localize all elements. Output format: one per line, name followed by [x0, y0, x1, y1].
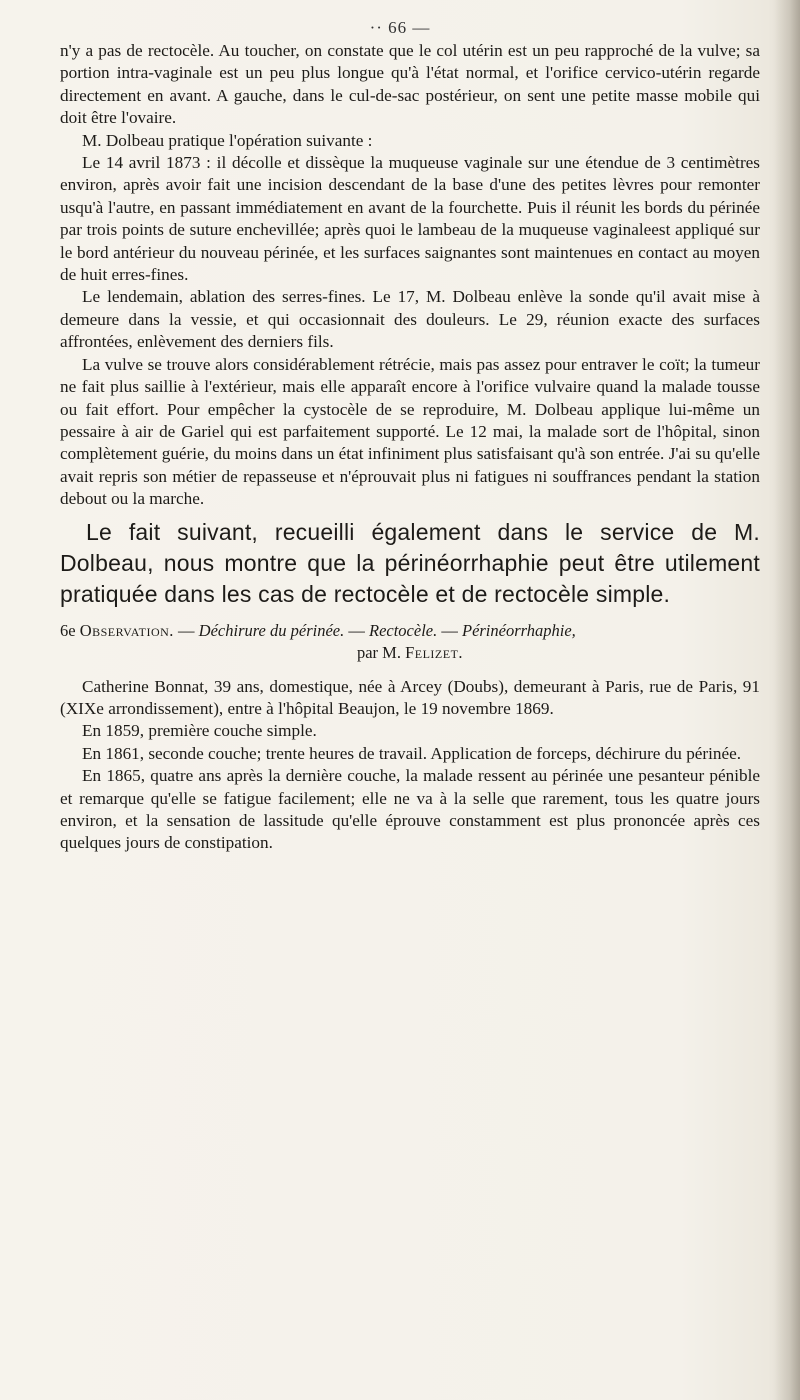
observation-title-3: Périnéorrhaphie, [461, 620, 576, 640]
paragraph-operation-intro: M. Dolbeau pratique l'opération suivante : [82, 130, 373, 150]
paragraph-second-birth: En 1861, seconde couche; trente heures de travail. Application de forceps, déchirure du périnée. [82, 743, 742, 763]
lead-paragraph: Le fait suivant, recueilli également dans le service de M. Dolbeau, nous montre que la périnéorrhaphie peut être utilement pratiquée dans les cas de rectocèle et de rectocèle simple. [60, 518, 760, 607]
observation-number: 6e [60, 620, 76, 640]
paragraph-postop: Le lendemain, ablation des serres-fines. Le 17, M. Dolbeau enlève la sonde qu'il avait mise à demeure dans la vessie, et qui occasionnait des douleurs. Le 29, réunion exacte des surfaces affrontées, enlèvement des derniers fils. [60, 287, 760, 352]
page-number: ·· 66 — [369, 18, 431, 37]
observation-label: Observation. [79, 620, 174, 640]
observation-title-1: Déchirure du périnée. [198, 620, 345, 640]
page-body [60, 40, 760, 855]
observation-title-2: Rectocèle. [368, 620, 438, 640]
observation-heading: 6e Observation. — Déchirure du périnée. — Rectocèle. — Périnéorrhaphie, par M. Felizet. [60, 620, 760, 664]
observation-by: par M. [356, 642, 401, 662]
paragraph-continuation: n'y a pas de rectocèle. Au toucher, on constate que le col utérin est un peu rapproché de la vulve; sa portion intra-vaginale est un peu plus longue qu'à l'état normal, et l'orifice cervico-utérin regarde directement en avant. A gauche, dans le cul-de-sac postérieur, on sent une petite masse mobile qui doit être l'ovaire. [60, 41, 760, 128]
page-edge-shadow [774, 0, 800, 1400]
paragraph-operation-details: Le 14 avril 1873 : il décolle et dissèque la muqueuse vaginale sur une étendue de 3 centimètres environ, après avoir fait une incision descendant de la base d'une des petites lèvres pour remonter usqu'à l'autre, en passant immédiatement en avant de la fourchette. Puis il réunit les bords du périnée par trois points de suture enchevillée; après quoi le lambeau de la muqueuse vaginaleest appliqué sur le bord antérieur du nouveau périnée, et les surfaces saignantes sont maintenues en contact au moyen de huit erres-fines. [60, 153, 760, 285]
observation-author: Felizet. [405, 642, 464, 662]
paragraph-symptoms: En 1865, quatre ans après la dernière couche, la malade ressent au périnée une pesanteur pénible et remarque qu'elle se fatigue facilement; elle ne va à la selle que rarement, tous les quatre jours environ, et la sensation de lassitude qu'elle éprouve constamment est plus prononcée après ces quelques jours de constipation. [60, 766, 760, 853]
observation-byline [60, 642, 760, 664]
paragraph-outcome: La vulve se trouve alors considérablement rétrécie, mais pas assez pour entraver le coït; la tumeur ne fait plus saillie à l'extérieur, mais elle apparaît encore à l'orifice vulvaire quand la malade tousse ou fait effort. Pour empêcher la cystocèle de se reproduire, M. Dolbeau applique lui-même un pessaire à air de Gariel qui est parfaitement supporté. Le 12 mai, la malade sort de l'hôpital, sinon complètement guérie, du moins dans un état infiniment plus satisfaisant qu'à son entrée. J'ai su qu'elle avait repris son métier de repasseuse et n'éprouvait plus ni fatigues ni souffrances pendant la station debout ou la marche. [60, 354, 760, 509]
paragraph-patient: Catherine Bonnat, 39 ans, domestique, née à Arcey (Doubs), demeurant à Paris, rue de Paris, 91 (XIXe arrondissement), entre à l'hôpital Beaujon, le 19 novembre 1869. [60, 676, 760, 718]
paragraph-first-birth: En 1859, première couche simple. [82, 721, 317, 741]
